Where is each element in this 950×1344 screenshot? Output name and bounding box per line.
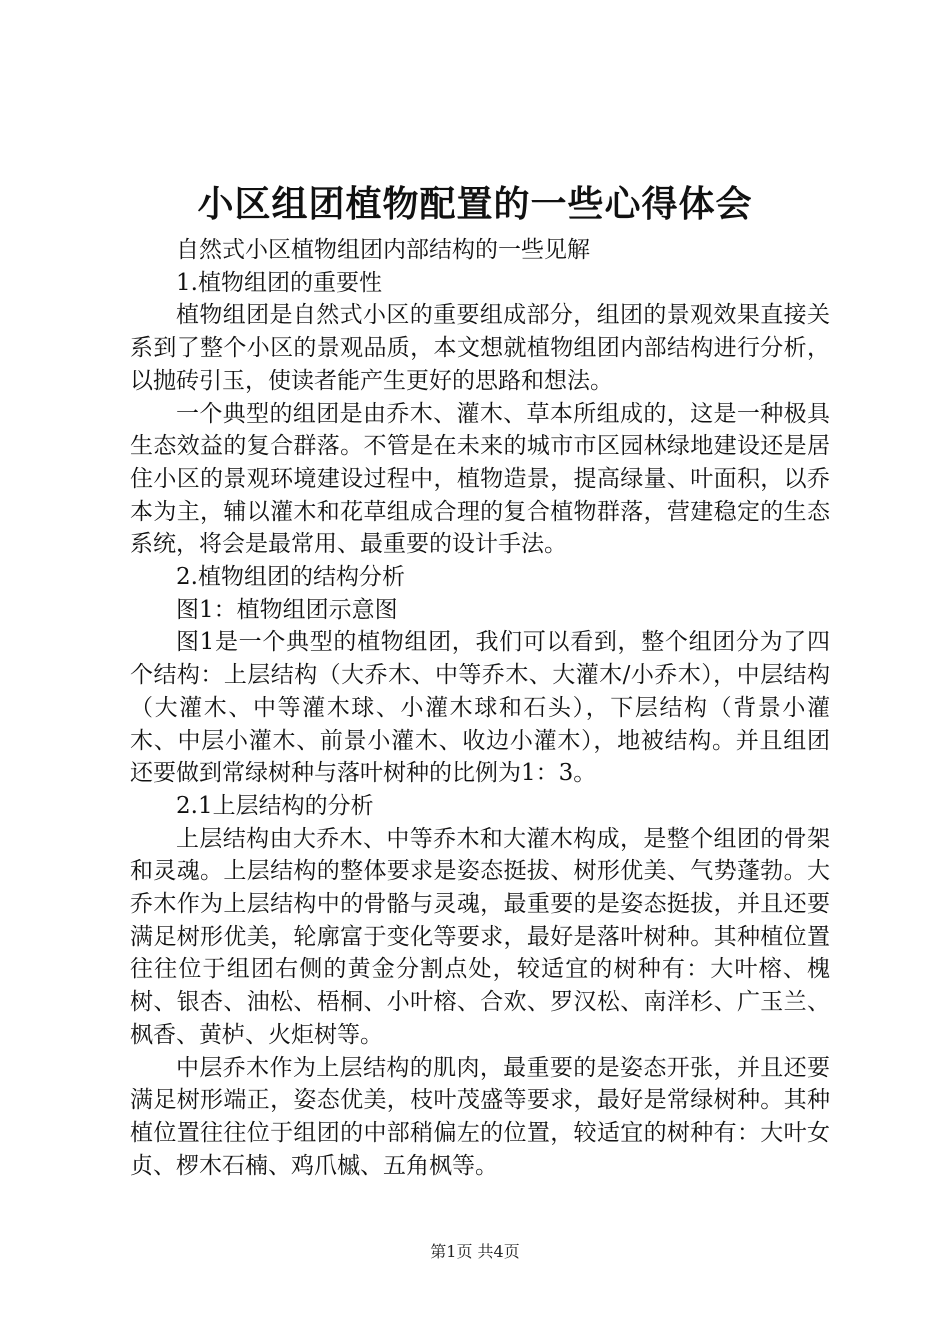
subtitle-line: 自然式小区植物组团内部结构的一些见解 — [176, 237, 590, 263]
page-footer: 第1页 共4页 — [430, 1242, 520, 1261]
paragraph-5: 中层乔木作为上层结构的肌肉，最重要的是姿态开张，并且还要满足树形端正，姿态优美，枝叶茂盛等要求，最好是常绿树种。其种植位置往往位于组团的中部稍偏左的位置，较适宜的树种有：大叶女贞、椤木石楠、鸡爪槭、五角枫等。 — [130, 1054, 830, 1179]
paragraph-4: 上层结构由大乔木、中等乔木和大灌木构成，是整个组团的骨架和灵魂。上层结构的整体要求是姿态挺拔、树形优美、气势蓬勃。大乔木作为上层结构中的骨骼与灵魂，最重要的是姿态挺拔，并且还要满足树形优美，轮廓富于变化等要求，最好是落叶树种。其种植位置往往位于组团右侧的黄金分割点处，较适宜的树种有：大叶榕、槐树、银杏、油松、梧桐、小叶榕、合欢、罗汉松、南洋杉、广玉兰、枫香、黄栌、火炬树等。 — [130, 825, 830, 1048]
section-heading-2: 2.植物组团的结构分析 — [176, 564, 405, 591]
section-heading-2-1: 2.1上层结构的分析 — [176, 792, 374, 819]
paragraph-3: 图1是一个典型的植物组团，我们可以看到，整个组团分为了四个结构：上层结构（大乔木、中等乔木、大灌木/小乔木），中层结构（大灌木、中等灌木球、小灌木球和石头），下层结构（背景小灌木、中层小灌木、前景小灌木、收边小灌木），地被结构。并且组团还要做到常绿树种与落叶树种的比例为1：3。 — [130, 629, 830, 787]
document-title: 小区组团植物配置的一些心得体会 — [197, 184, 753, 225]
section-heading-1: 1.植物组团的重要性 — [176, 269, 382, 296]
paragraph-2: 一个典型的组团是由乔木、灌木、草本所组成的，这是一种极具生态效益的复合群落。不管是在未来的城市市区园林绿地建设还是居住小区的景观环境建设过程中，植物造景，提高绿量、叶面积，以乔本为主，辅以灌木和花草组成合理的复合植物群落，营建稳定的生态系统，将会是最常用、最重要的设计手法。 — [130, 400, 830, 558]
document-body — [130, 234, 830, 1182]
paragraph-1: 植物组团是自然式小区的重要组成部分，组团的景观效果直接关系到了整个小区的景观品质，本文想就植物组团内部结构进行分析，以抛砖引玉，使读者能产生更好的思路和想法。 — [130, 302, 830, 394]
figure-caption: 图1：植物组团示意图 — [176, 596, 398, 623]
